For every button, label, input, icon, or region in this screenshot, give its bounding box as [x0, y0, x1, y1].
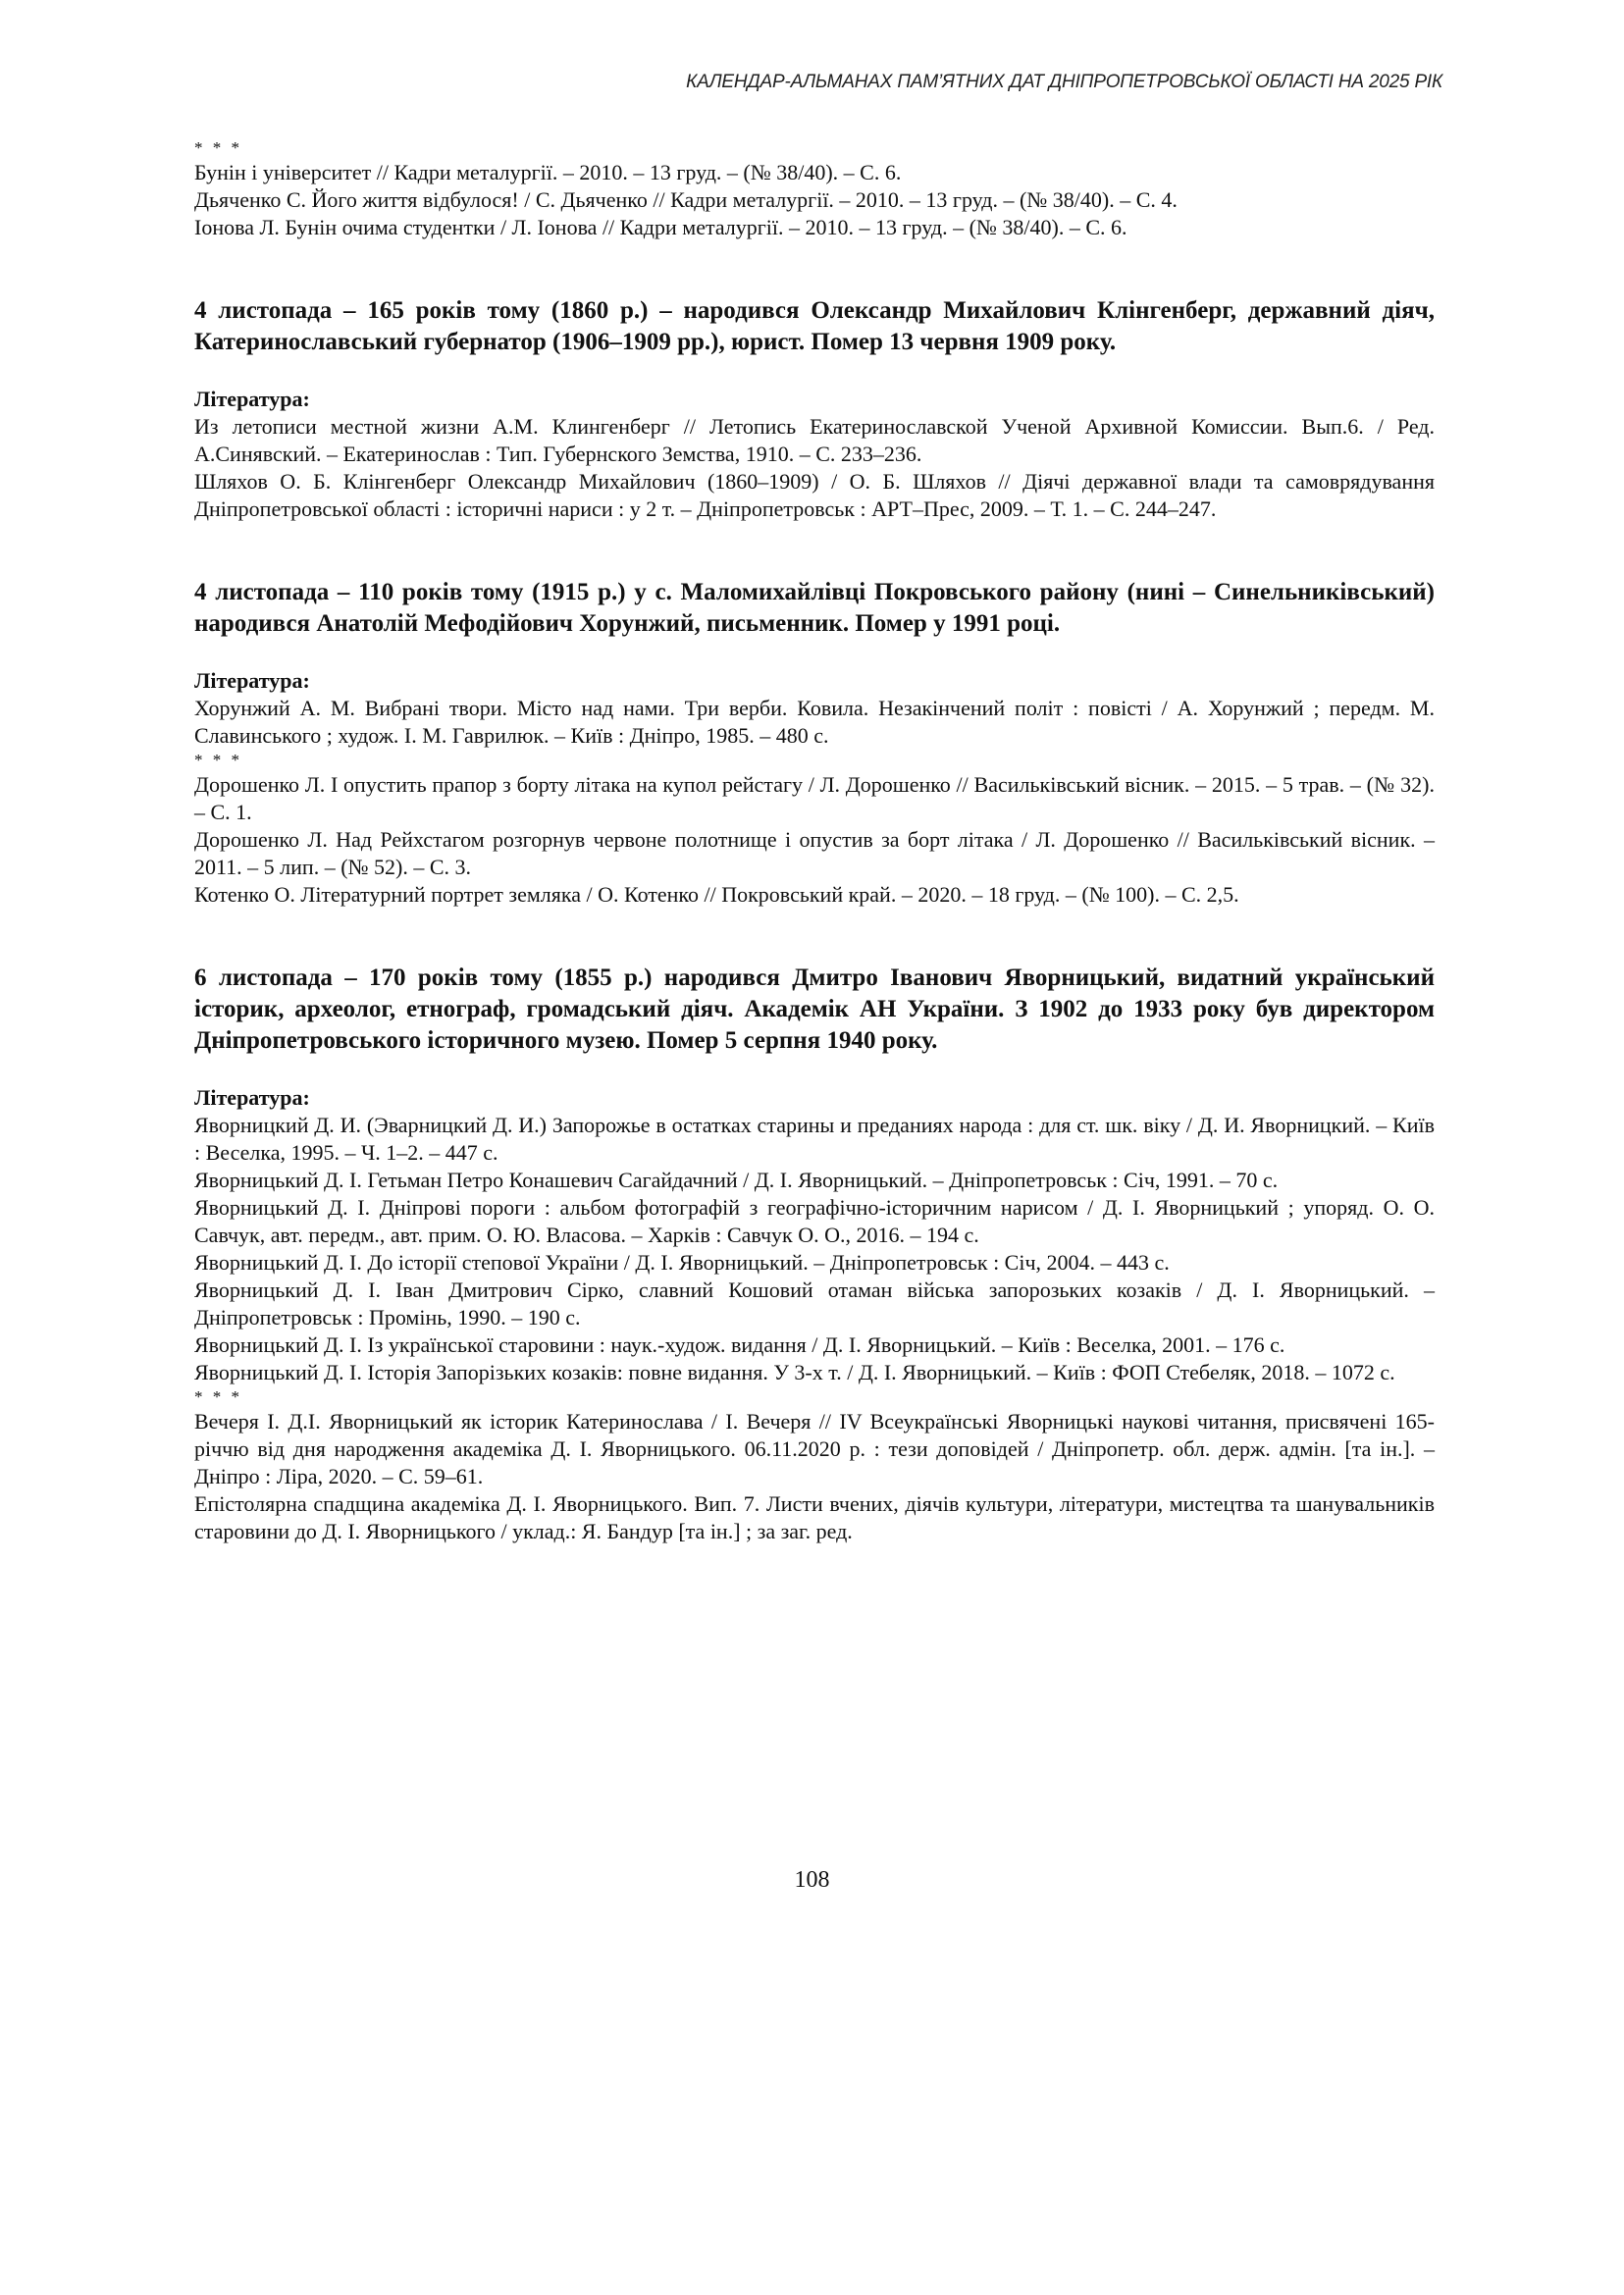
bibliography-entry: Яворницький Д. І. Гетьман Петро Конашевич Сагайдачний / Д. І. Яворницький. – Дніпропетровськ : Січ, 1991. – 70 с.	[194, 1168, 1279, 1192]
bibliography-entry: Яворницький Д. І. Іван Дмитрович Сірко, славний Кошовий отаман війська запорозьких козаків / Д. І. Яворницький. – Дніпропетровськ : Промінь, 1990. – 190 с.	[194, 1278, 1435, 1330]
bibliography-entry: Котенко О. Літературний портрет земляка / О. Котенко // Покровський край. – 2020. – 18 груд. – (№ 100). – С. 2,5.	[194, 882, 1239, 907]
stars-separator: * * *	[194, 138, 242, 157]
bibliography-entry: Епістолярна спадщина академіка Д. І. Яворницького. Вип. 7. Листи вчених, діячів культури, літератури, мистецтва та шанувальників старовини до Д. І. Яворницького / уклад.: Я. Бандур [та ін.] ; за заг. ред.	[194, 1491, 1435, 1543]
bibliography-entry: Дорошенко Л. І опустить прапор з борту літака на купол рейстагу / Л. Дорошенко // Васильківський вісник. – 2015. – 5 трав. – (№ 32). – С. 1.	[194, 772, 1435, 824]
bibliography-entry: Дорошенко Л. Над Рейхстагом розгорнув червоне полотнище і опустив за борт літака / Л. Дорошенко // Васильківський вісник. – 2011. – 5 лип. – (№ 52). – С. 3.	[194, 827, 1435, 879]
bibliography-entry: Хорунжий А. М. Вибрані твори. Місто над нами. Три верби. Ковила. Незакінчений політ : повісті / А. Хорунжий ; передм. М. Славинського ; худож. І. М. Гаврилюк. – Київ : Дніпро, 1985. – 480 с.	[194, 696, 1435, 748]
section-heading: 4 листопада – 110 років тому (1915 р.) у с. Маломихайлівці Покровського району (нині – Синельниківський) народився Анатолій Мефодійович Хорунжий, письменник. Помер у 1991 році.	[194, 579, 1435, 637]
literature-label: Література:	[194, 1085, 310, 1110]
bibliography-entry: Яворницкий Д. И. (Эварницкий Д. И.) Запорожье в остатках старины и преданиях народа : для ст. шк. віку / Д. И. Яворницкий. – Київ : Веселка, 1995. – Ч. 1–2. – 447 с.	[194, 1113, 1435, 1165]
running-header: КАЛЕНДАР-АЛЬМАНАХ ПАМ’ЯТНИХ ДАТ ДНІПРОПЕТРОВСЬКОЇ ОБЛАСТІ НА 2025 РІК	[686, 72, 1442, 92]
bibliography-entry: Яворницький Д. І. Дніпрові пороги : альбом фотографій з географічно-історичним нарисом / Д. І. Яворницький ; упоряд. О. О. Савчук, авт. передм., авт. прим. О. Ю. Власова. – Харків : Савчук О. О., 2016. – 194 с.	[194, 1195, 1435, 1247]
literature-label: Література:	[194, 668, 310, 693]
section-heading: 4 листопада – 165 років тому (1860 р.) – народився Олександр Михайлович Клінгенберг, державний діяч, Катеринославський губернатор (1906–1909 рр.), юрист. Помер 13 червня 1909 року.	[194, 297, 1435, 355]
section-klingenberg	[194, 295, 1435, 523]
bibliography-entry: Дьяченко С. Його життя відбулося! / С. Дьяченко // Кадри металургії. – 2010. – 13 груд. – (№ 38/40). – С. 4.	[194, 187, 1178, 212]
section-khorunzhyi	[194, 577, 1435, 909]
section-heading: 6 листопада – 170 років тому (1855 р.) народився Дмитро Іванович Яворницький, видатний український історик, археолог, етнограф, громадський діяч. Академік АН України. З 1902 до 1933 року був директором Дніпропетровського історичного музею. Помер 5 серпня 1940 року.	[194, 965, 1435, 1054]
bibliography-entry: Из летописи местной жизни А.М. Клингенберг // Летопись Екатеринославской Ученой Архивной Комиссии. Вып.6. / Ред. А.Синявский. – Екатеринослав : Тип. Губернского Земства, 1910. – С. 233–236.	[194, 414, 1435, 466]
bibliography-entry: Іонова Л. Бунін очима студентки / Л. Іонова // Кадри металургії. – 2010. – 13 груд. – (№ 38/40). – С. 6.	[194, 215, 1127, 239]
stars-separator: * * *	[194, 751, 242, 769]
bibliography-entry: Яворницький Д. І. Історія Запорізьких козаків: повне видання. У 3-х т. / Д. І. Яворницький. – Київ : ФОП Стебеляк, 2018. – 1072 с.	[194, 1360, 1395, 1384]
page-number: 108	[794, 1867, 830, 1893]
section-yavornytskyi	[194, 963, 1435, 1545]
bibliography-entry: Бунін і університет // Кадри металургії. – 2010. – 13 груд. – (№ 38/40). – С. 6.	[194, 160, 902, 184]
bibliography-entry: Шляхов О. Б. Клінгенберг Олександр Михайлович (1860–1909) / О. Б. Шляхов // Діячі державної влади та самоврядування Дніпропетровської області : історичні нариси : у 2 т. – Дніпропетровськ : АРТ–Прес, 2009. – Т. 1. – С. 244–247.	[194, 469, 1435, 521]
top-block	[194, 137, 1435, 241]
page-content	[194, 137, 1435, 1545]
bibliography-entry: Вечеря І. Д.І. Яворницький як історик Катеринослава / І. Вечеря // IV Всеукраїнські Яворницькі наукові читання, присвячені 165-річчю від дня народження академіка Д. І. Яворницького. 06.11.2020 р. : тези доповідей / Дніпропетр. обл. держ. адмін. [та ін.]. – Дніпро : Ліра, 2020. – С. 59–61.	[194, 1409, 1435, 1488]
bibliography-entry: Яворницький Д. І. До історії степової України / Д. І. Яворницький. – Дніпропетровськ : Січ, 2004. – 443 с.	[194, 1250, 1170, 1275]
stars-separator: * * *	[194, 1387, 242, 1406]
bibliography-entry: Яворницький Д. І. Із української старовини : наук.-худож. видання / Д. І. Яворницький. – Київ : Веселка, 2001. – 176 с.	[194, 1332, 1285, 1357]
literature-label: Література:	[194, 387, 310, 411]
